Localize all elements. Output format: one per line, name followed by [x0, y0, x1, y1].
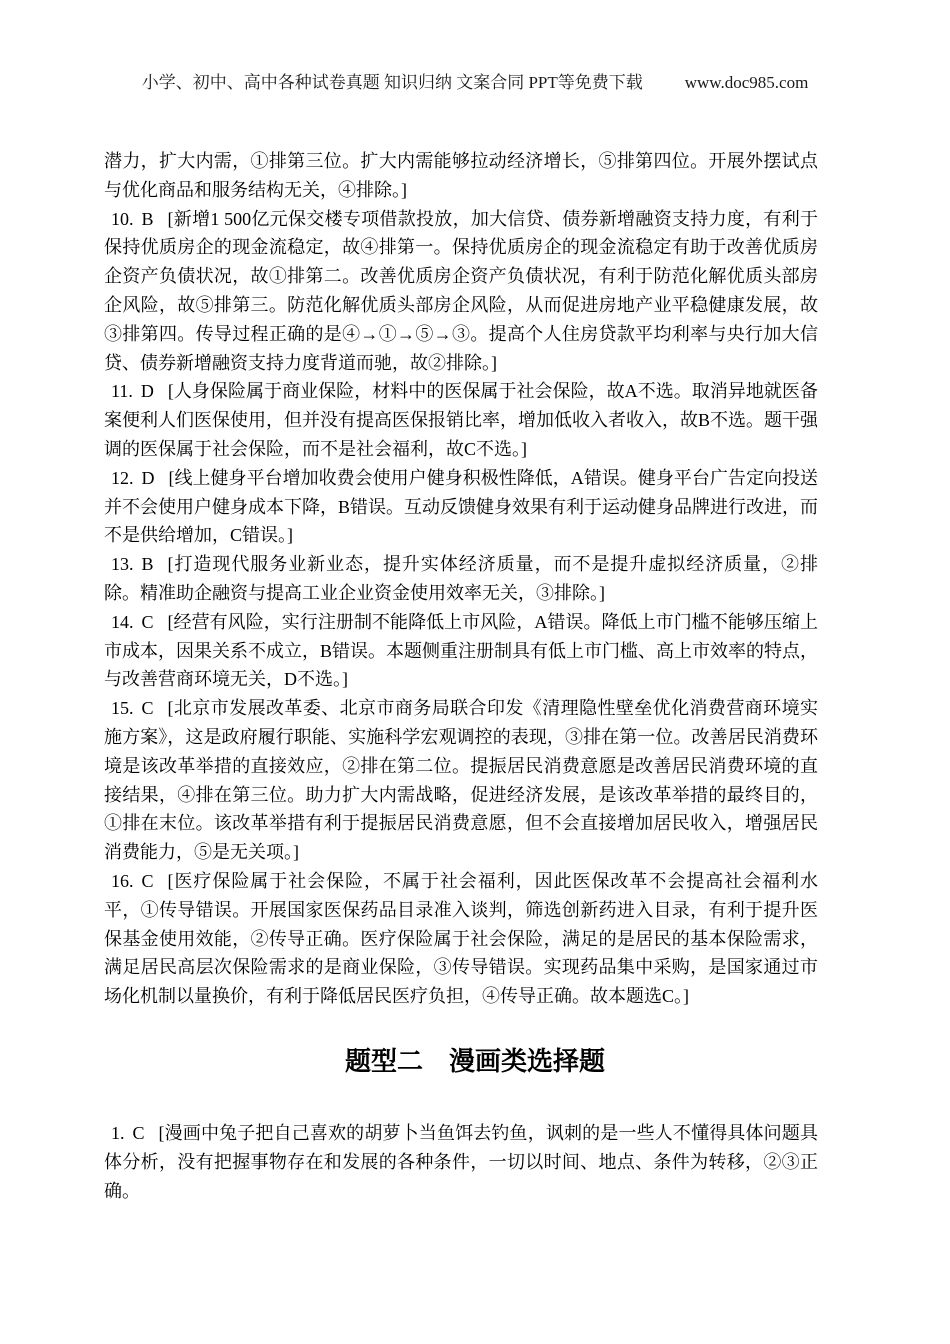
item-number: 14.	[111, 611, 134, 632]
answer-continuation-paragraph	[104, 147, 818, 205]
item-number: 1.	[111, 1122, 125, 1143]
answer-item-10	[104, 205, 818, 378]
answer-item-13	[104, 550, 818, 608]
comic-answer-item-1	[104, 1119, 818, 1205]
header-website-url: www.doc985.com	[684, 73, 809, 92]
item-number: 11.	[111, 381, 133, 402]
item-number: 15.	[111, 698, 134, 719]
item-number: 12.	[111, 467, 134, 488]
item-answer: D	[140, 381, 154, 402]
item-explanation: [医疗保险属于社会保险，不属于社会福利，因此医保改革不会提高社会福利水平，①传导错误。开展国家医保药品目录准入谈判，筛选创新药进入目录，有利于提升医保基金使用效能，②传导正确。医疗保险属于社会保险，满足的是居民的基本保险需求，满足居民高层次保险需求的是商业保险，③传导错误。实现药品集中采购，是国家通过市场化机制以量换价，有利于降低居民医疗负担，④传导正确。故本题选C。]	[104, 870, 818, 1007]
item-answer: C	[132, 1122, 145, 1143]
answer-item-16	[104, 867, 818, 1011]
item-answer: C	[141, 698, 154, 719]
item-answer: B	[141, 554, 154, 575]
answer-item-11	[104, 377, 818, 463]
item-explanation: [线上健身平台增加收费会使用户健身积极性降低，A错误。健身平台广告定向投送并不会使用户健身成本下降，B错误。互动反馈健身效果有利于运动健身品牌进行改进，而不是供给增加，C错误。]	[104, 467, 819, 546]
item-number: 16.	[111, 870, 134, 891]
header-services-text: 小学、初中、高中各种试卷真题 知识归纳 文案合同 PPT等免费下载	[141, 73, 643, 92]
item-explanation: [北京市发展改革委、北京市商务局联合印发《清理隐性壁垒优化消费营商环境实施方案》，这是政府履行职能、实施科学宏观调控的表现，③排在第一位。改善居民消费环境是该改革举措的直接效应，②排在第二位。提振居民消费意愿是改善居民消费环境的直接结果，④排在第三位。助力扩大内需战略，促进经济发展，是该改革举措的最终目的，①排在末位。该改革举措有利于提振居民消费意愿，但不会直接增加居民收入，增强居民消费能力，⑤是无关项。]	[104, 698, 818, 863]
item-answer: D	[141, 467, 155, 488]
section-heading: 题型二 漫画类选择题	[344, 1045, 605, 1076]
answer-item-12	[104, 464, 818, 550]
item-explanation: [漫画中兔子把自己喜欢的胡萝卜当鱼饵去钓鱼，讽刺的是一些人不懂得具体问题具体分析，没有把握事物存在和发展的各种条件，一切以时间、地点、条件为转移，②③正确。	[104, 1122, 818, 1201]
item-explanation: [人身保险属于商业保险，材料中的医保属于社会保险，故A不选。取消异地就医备案便利人们医保使用，但并没有提高医保报销比率，增加低收入者收入，故B不选。题干强调的医保属于社会保险，而不是社会福利，故C不选。]	[104, 381, 819, 459]
item-answer: B	[141, 208, 154, 229]
answer-item-14	[104, 608, 818, 694]
item-number: 13.	[111, 554, 134, 575]
answer-item-15	[104, 694, 818, 867]
answers-content	[104, 147, 818, 1205]
item-answer: C	[141, 870, 154, 891]
item-explanation: [新增1 500亿元保交楼专项借款投放，加大信贷、债券新增融资支持力度，有利于保持优质房企的现金流稳定，故④排第一。保持优质房企的现金流稳定有助于改善优质房企资产负债状况，故①排第二。改善优质房企资产负债状况，有利于防范化解优质头部房企风险，故⑤排第三。防范化解优质头部房企风险，从而促进房地产业平稳健康发展，故③排第四。传导过程正确的是④→①→⑤→③。提高个人住房贷款平均利率与央行加大信贷、债券新增融资支持力度背道而驰，故②排除。]	[104, 208, 818, 373]
item-number: 10.	[111, 208, 134, 229]
item-explanation: [经营有风险，实行注册制不能降低上市风险，A错误。降低上市门槛不能够压缩上市成本，因果关系不成立，B错误。本题侧重注册制具有低上市门槛、高上市效率的特点，与改善营商环境无关，D不选。]	[104, 611, 819, 690]
item-explanation: [打造现代服务业新业态，提升实体经济质量，而不是提升虚拟经济质量，②排除。精准助企融资与提高工业企业资金使用效率无关，③排除。]	[104, 554, 818, 603]
page-header	[0, 68, 950, 93]
paragraph-text: 潜力，扩大内需，①排第三位。扩大内需能够拉动经济增长，⑤排第四位。开展外摆试点与优化商品和服务结构无关，④排除。]	[104, 151, 818, 200]
item-answer: C	[141, 611, 154, 632]
